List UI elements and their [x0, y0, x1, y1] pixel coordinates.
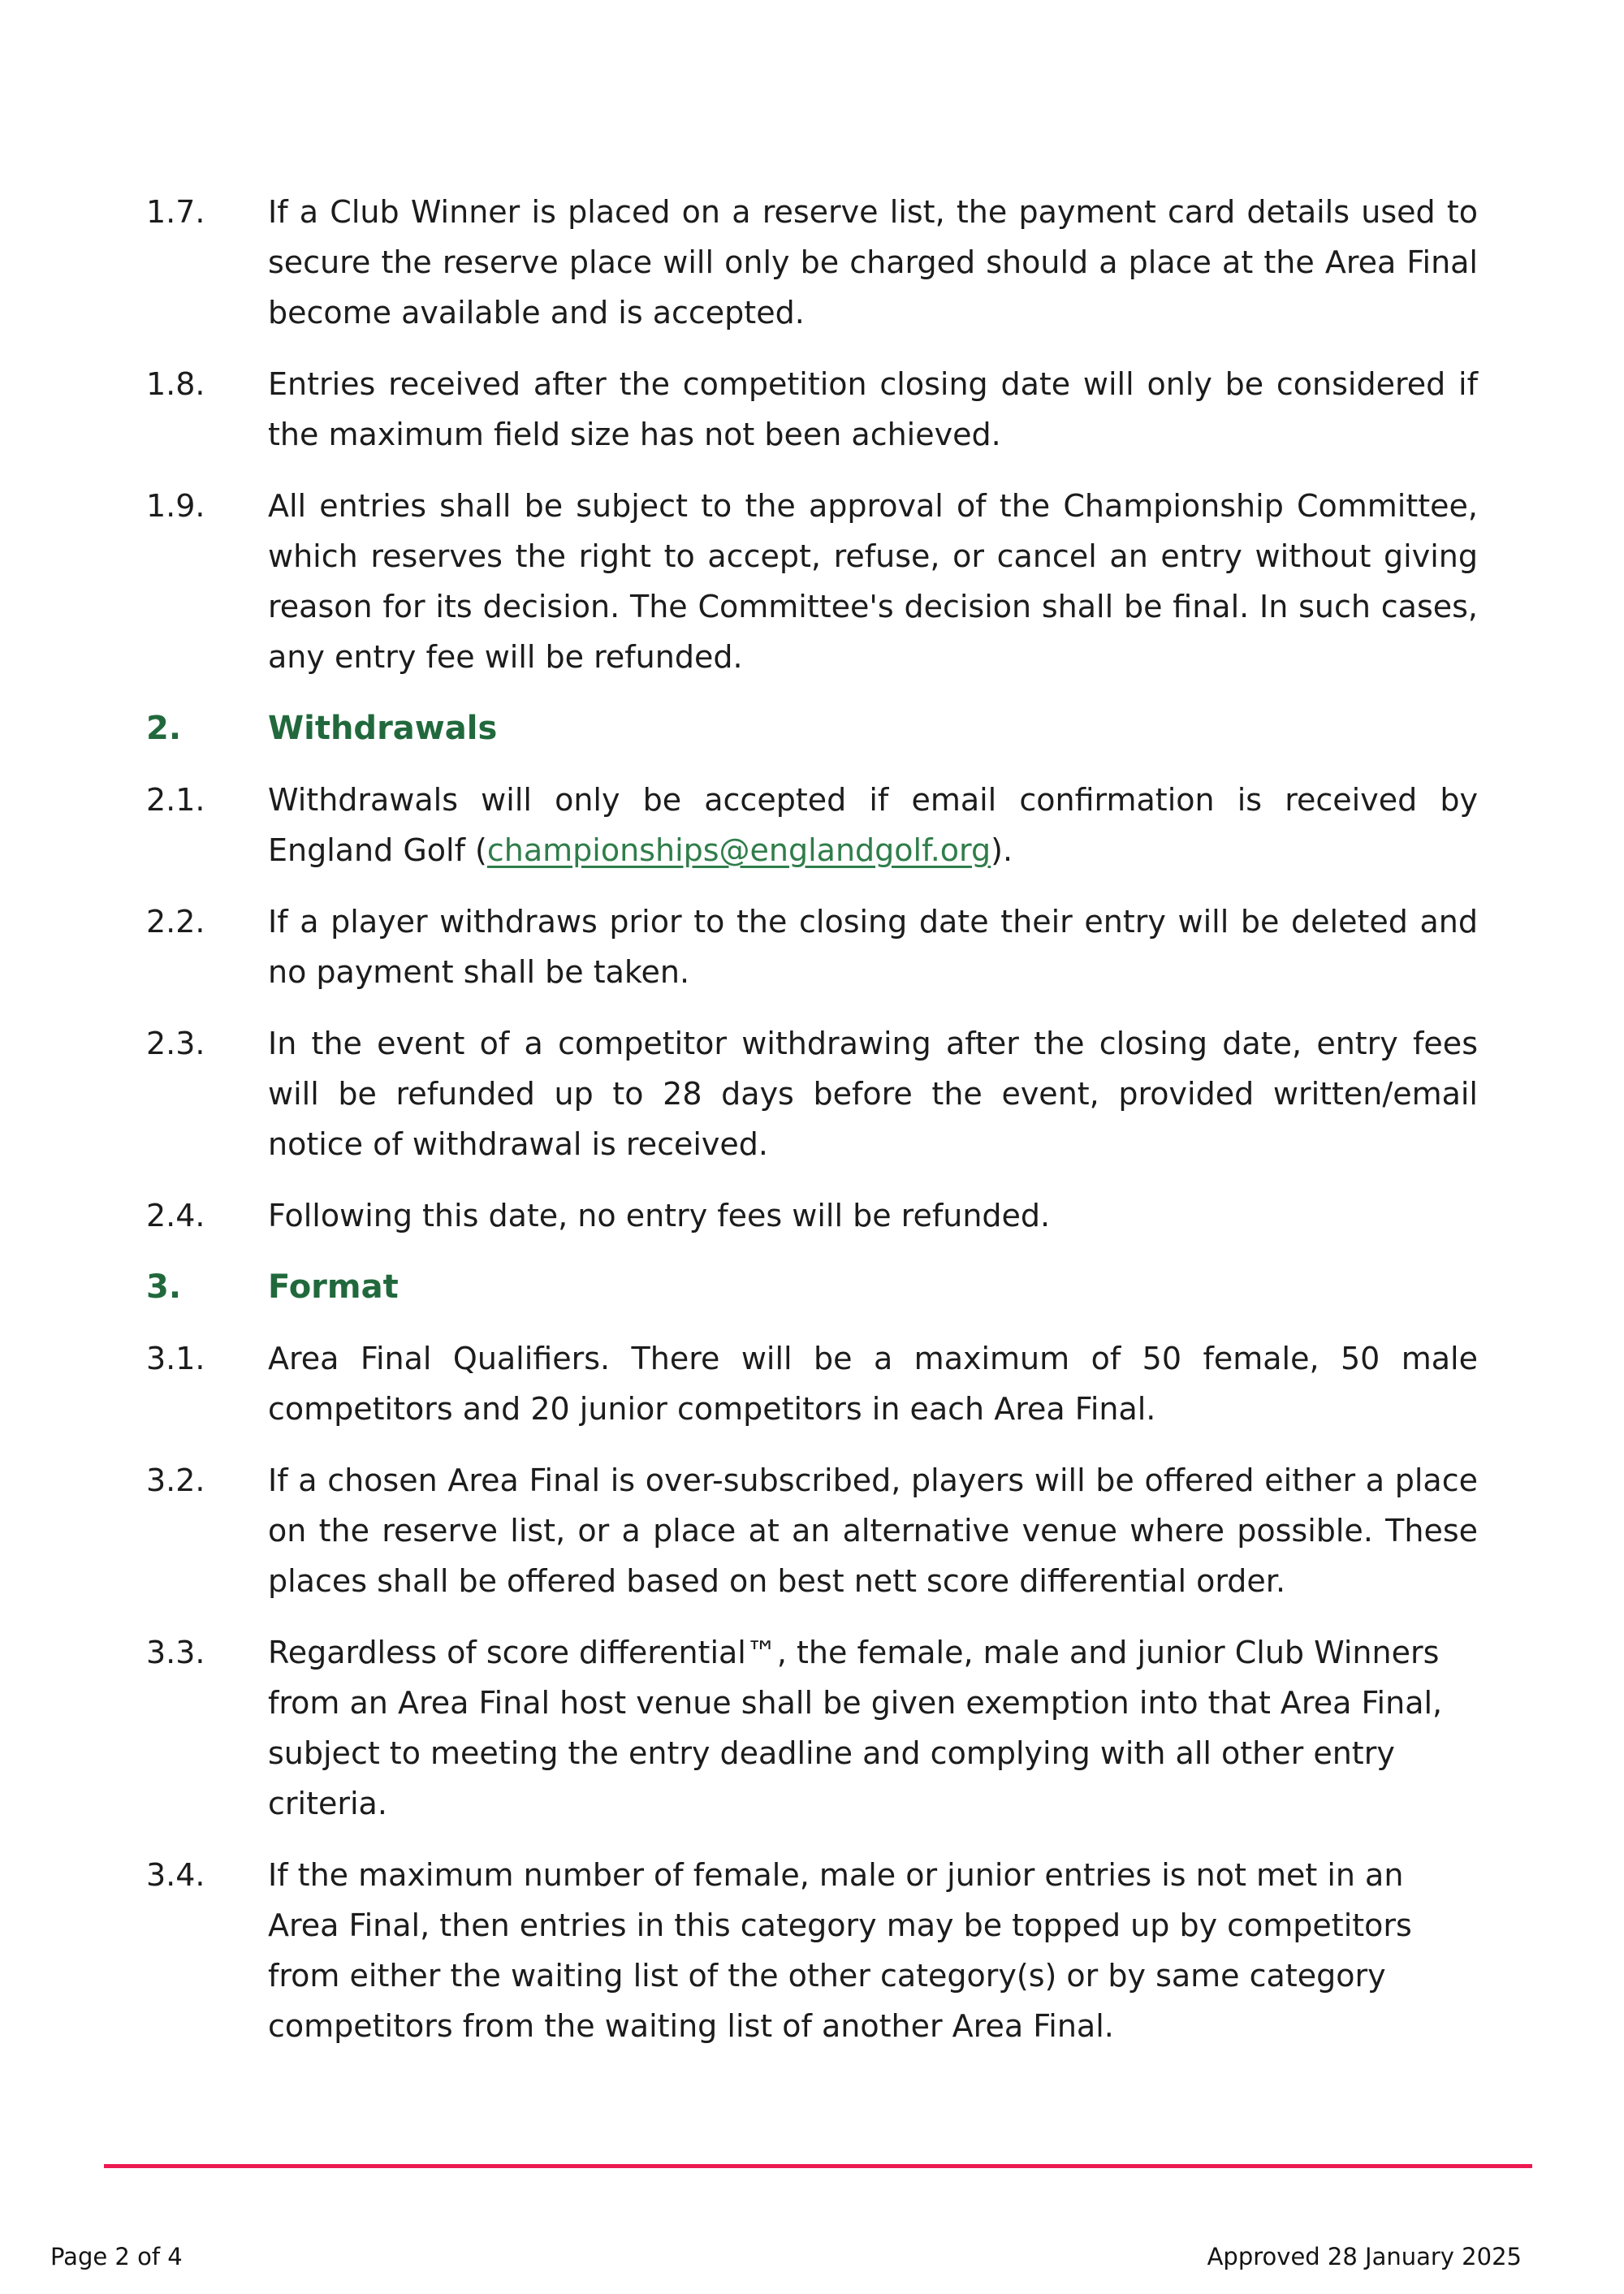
clause-text: If a player withdraws prior to the closing date their entry will be deleted and no payment shall be taken. — [268, 904, 1478, 990]
clause-number: 3.2. — [146, 1462, 205, 1498]
clause-2-3 — [146, 1018, 1478, 1169]
clause-1-7 — [146, 187, 1478, 338]
section-heading-format — [146, 1262, 1478, 1312]
email-link[interactable]: championships@englandgolf.org — [486, 832, 991, 868]
footer-approval-date: Approved 28 January 2025 — [1207, 2243, 1522, 2270]
clause-number: 1.9. — [146, 488, 205, 524]
clause-text: If a chosen Area Final is over-subscribed, players will be offered either a place on the reserve list, or a place at an alternative venue where possible. These places shall be offered based on best nett score differential order. — [268, 1462, 1478, 1599]
clause-number: 1.8. — [146, 366, 205, 402]
clause-2-1 — [146, 775, 1478, 875]
clause-text-pre: Withdrawals will only be accepted if email confirmation is received by England Golf ( — [268, 782, 1478, 868]
clause-number: 3.3. — [146, 1635, 205, 1670]
clause-number: 2.2. — [146, 904, 205, 940]
section-title: Withdrawals — [268, 710, 498, 747]
clause-text: Entries received after the competition closing date will only be considered if the maximum field size has not been achieved. — [268, 366, 1478, 452]
clause-text-post: ). — [991, 832, 1013, 868]
clause-number: 2.4. — [146, 1198, 205, 1233]
clause-text: If a Club Winner is placed on a reserve list, the payment card details used to secure the reserve place will only be charged should a place at the Area Final become available and is accepted. — [268, 194, 1478, 330]
clause-3-1 — [146, 1333, 1478, 1434]
section-number: 2. — [146, 710, 182, 747]
footer-divider — [104, 2164, 1532, 2168]
clause-3-2 — [146, 1455, 1478, 1606]
clause-number: 3.4. — [146, 1857, 205, 1893]
clause-1-8 — [146, 359, 1478, 460]
clause-text: All entries shall be subject to the approval of the Championship Committee, which reserves the right to accept, refuse, or cancel an entry without giving reason for its decision. The Committee's decision shall be final. In such cases, any entry fee will be refunded. — [268, 488, 1478, 675]
clause-2-4 — [146, 1190, 1478, 1241]
clause-3-4 — [146, 1850, 1478, 2051]
clause-2-2 — [146, 896, 1478, 997]
clause-text — [268, 775, 1478, 875]
clause-number: 2.1. — [146, 782, 205, 818]
clause-number: 1.7. — [146, 194, 205, 230]
clause-text: If the maximum number of female, male or junior entries is not met in an Area Final, then entries in this category may be topped up by competitors from either the waiting list of the other category(s) or by same category competitors from the waiting list of another Area Final. — [268, 1857, 1412, 2044]
clause-3-3 — [146, 1627, 1478, 1829]
footer-page-number: Page 2 of 4 — [50, 2243, 183, 2270]
clause-number: 3.1. — [146, 1341, 205, 1376]
clause-text: Regardless of score differential™, the female, male and junior Club Winners from an Area Final host venue shall be given exemption into that Area Final, subject to meeting the entry deadline and complying with all other entry criteria. — [268, 1635, 1443, 1821]
clause-1-9 — [146, 481, 1478, 682]
clause-number: 2.3. — [146, 1026, 205, 1061]
clause-text: In the event of a competitor withdrawing after the closing date, entry fees will be refunded up to 28 days before the event, provided written/email notice of withdrawal is received. — [268, 1026, 1478, 1162]
section-heading-withdrawals — [146, 703, 1478, 754]
clause-text: Area Final Qualifiers. There will be a maximum of 50 female, 50 male competitors and 20 junior competitors in each Area Final. — [268, 1341, 1478, 1427]
clause-text: Following this date, no entry fees will be refunded. — [268, 1198, 1051, 1233]
section-title: Format — [268, 1268, 399, 1306]
section-number: 3. — [146, 1268, 182, 1306]
